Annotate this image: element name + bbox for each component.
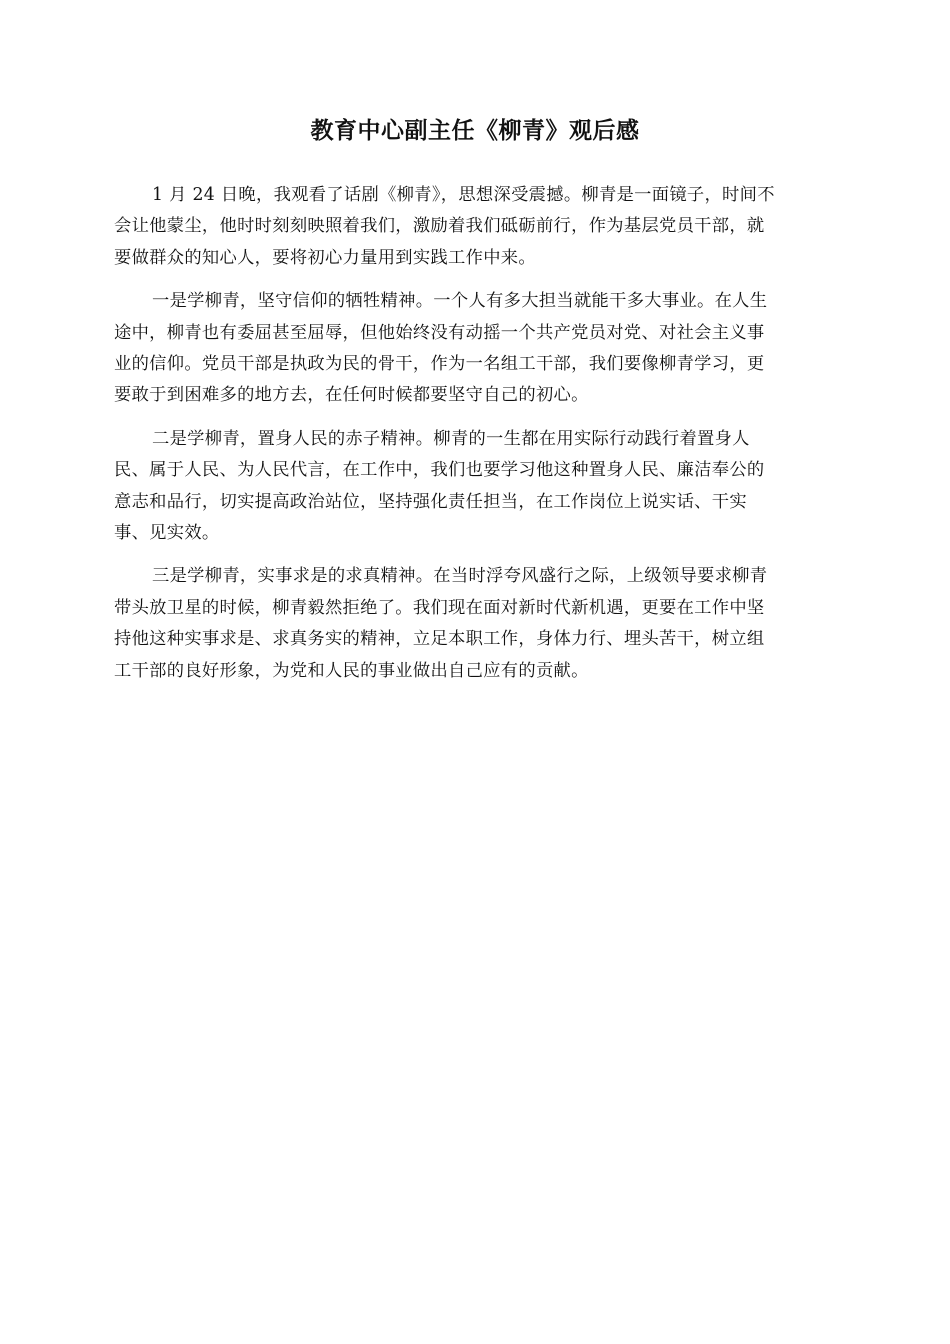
document-title: 教育中心副主任《柳青》观后感 — [310, 118, 640, 144]
paragraph-line: 工干部的良好形象，为党和人民的事业做出自己应有的贡献。 — [114, 660, 589, 681]
paragraph-line: 民、属于人民、为人民代言，在工作中，我们也要学习他这种置身人民、廉洁奉公的 — [114, 460, 765, 481]
paragraph-line: 三是学柳青，实事求是的求真精神。在当时浮夸风盛行之际，上级领导要求柳青 — [152, 566, 768, 587]
paragraph-line: 途中，柳青也有委屈甚至屈辱，但他始终没有动摇一个共产党员对党、对社会主义事 — [114, 322, 765, 343]
paragraph-line: 1 月 24 日晚，我观看了话剧《柳青》，思想深受震撼。柳青是一面镜子，时间不 — [152, 185, 775, 205]
paragraph-3 — [114, 424, 830, 550]
paragraph-line: 带头放卫星的时候，柳青毅然拒绝了。我们现在面对新时代新机遇，更要在工作中坚 — [114, 597, 765, 618]
paragraph-line: 要做群众的知心人，要将初心力量用到实践工作中来。 — [114, 247, 536, 268]
paragraph-2 — [114, 286, 830, 412]
paragraph-line: 会让他蒙尘，他时时刻刻映照着我们，激励着我们砥砺前行，作为基层党员干部，就 — [114, 216, 765, 237]
paragraph-line: 二是学柳青，置身人民的赤子精神。柳青的一生都在用实际行动践行着置身人 — [152, 428, 750, 449]
paragraph-line: 事、见实效。 — [114, 523, 220, 544]
paragraph-line: 要敢于到困难多的地方去，在任何时候都要坚守自己的初心。 — [114, 385, 589, 406]
paragraph-1 — [114, 180, 830, 274]
document-body — [114, 180, 830, 699]
paragraph-line: 持他这种实事求是、求真务实的精神，立足本职工作，身体力行、埋头苦干，树立组 — [114, 629, 765, 650]
paragraph-4 — [114, 561, 830, 687]
paragraph-line: 一是学柳青，坚守信仰的牺牲精神。一个人有多大担当就能干多大事业。在人生 — [152, 291, 768, 312]
paragraph-line: 意志和品行，切实提高政治站位，坚持强化责任担当，在工作岗位上说实话、干实 — [114, 491, 747, 512]
paragraph-line: 业的信仰。党员干部是执政为民的骨干，作为一名组工干部，我们要像柳青学习，更 — [114, 354, 765, 375]
